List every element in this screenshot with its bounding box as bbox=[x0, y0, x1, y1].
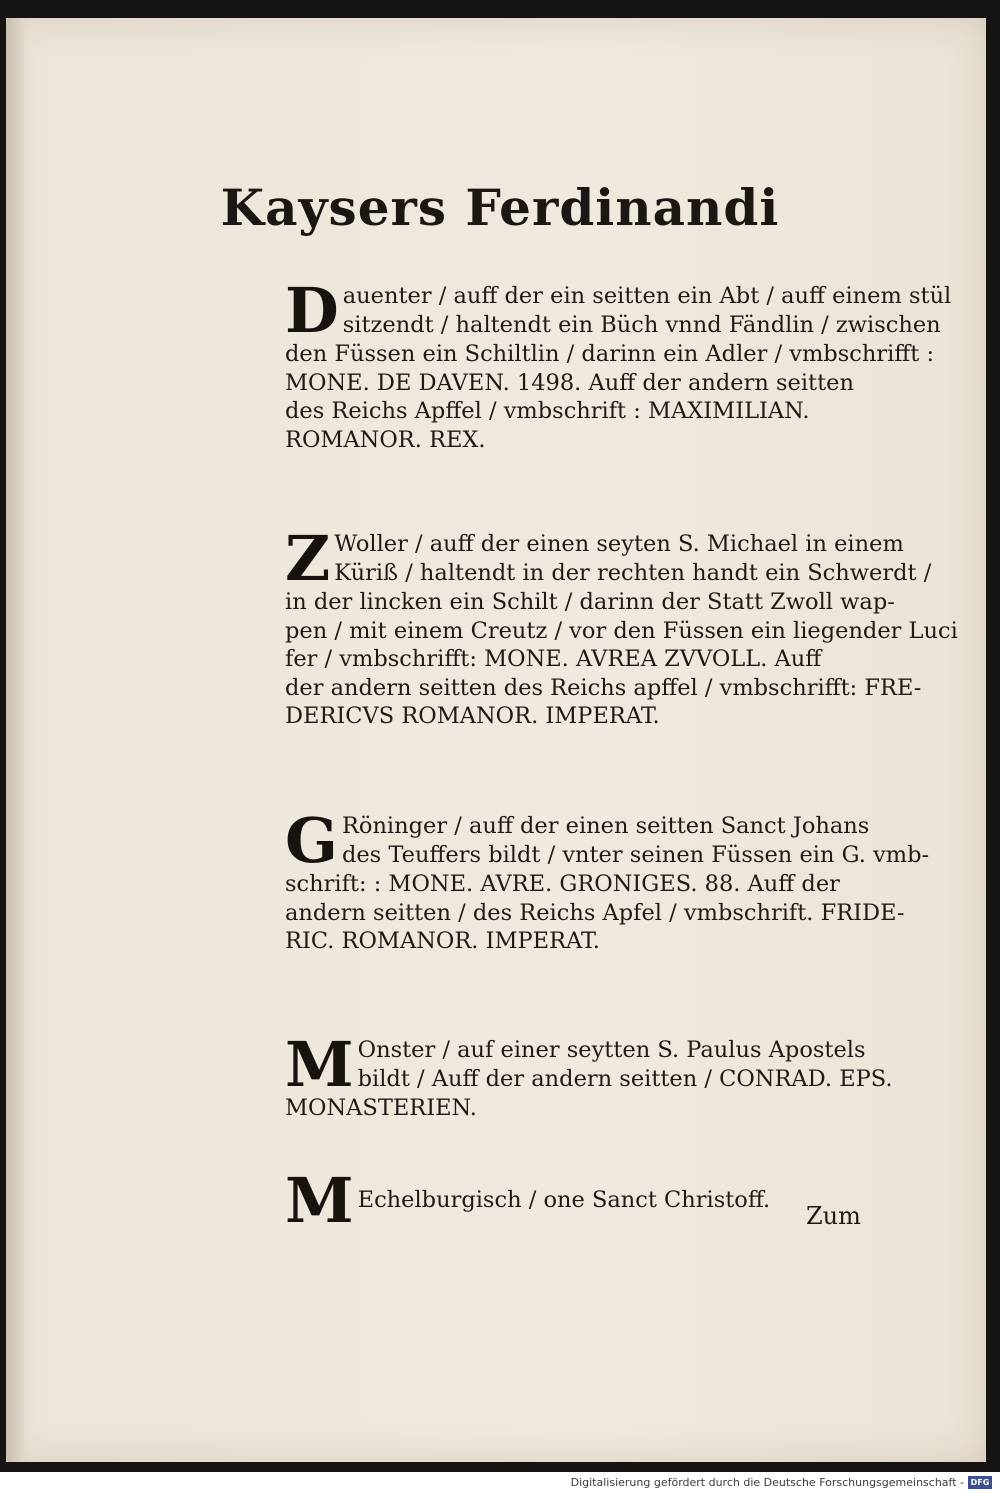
drop-initial: Z bbox=[285, 522, 331, 595]
entry-line: Woller / auff der einen seyten S. Michael in einem bbox=[334, 531, 904, 557]
entry-line: bildt / Auff der andern seitten / CONRAD. EPS. bbox=[357, 1065, 893, 1092]
entry-line: DERICVS ROMANOR. IMPERAT. bbox=[285, 703, 660, 730]
entry-line: Küriß / haltendt in der rechten handt ein Schwerdt / bbox=[334, 559, 932, 586]
entry-line: RIC. ROMANOR. IMPERAT. bbox=[285, 928, 600, 955]
entry-line: auenter / auff der ein seitten ein Abt / auff einem stül bbox=[342, 283, 952, 309]
entry-monster bbox=[285, 1028, 893, 1123]
running-head: Kaysers Ferdinandi bbox=[220, 178, 780, 237]
entry-line: sitzendt / haltendt ein Büch vnnd Fändlin / zwischen bbox=[342, 311, 941, 338]
dfg-logo-icon: DFG bbox=[968, 1476, 992, 1489]
entry-line: ROMANOR. REX. bbox=[285, 426, 486, 453]
entry-line: der andern seitten des Reichs apffel / vmbschrifft: FRE- bbox=[285, 674, 922, 701]
entry-line: pen / mit einem Creutz / vor den Füssen ein liegender Luci bbox=[285, 617, 958, 644]
entry-line: schrift: : MONE. AVRE. GRONIGES. 88. Auff der bbox=[285, 871, 840, 897]
entry-line: des Teuffers bildt / vnter seinen Füssen ein G. vmb- bbox=[341, 841, 930, 868]
entry-line: fer / vmbschrifft: MONE. AVREA ZVVOLL. Auff bbox=[285, 646, 822, 673]
entry-line: andern seitten / des Reichs Apfel / vmbschrift. FRIDE- bbox=[285, 899, 905, 926]
drop-initial: D bbox=[285, 274, 339, 347]
entry-daventer bbox=[285, 274, 952, 454]
footer-credit: Digitalisierung gefördert durch die Deutsche Forschungsgemeinschaft - bbox=[570, 1476, 964, 1489]
entry-line: Onster / auf einer seytten S. Paulus Apostels bbox=[357, 1037, 866, 1063]
entry-groninger bbox=[285, 804, 930, 956]
entry-line: MONASTERIEN. bbox=[285, 1095, 477, 1121]
entry-line: Echelburgisch / one Sanct Christoff. bbox=[357, 1187, 771, 1213]
entry-line: des Reichs Apffel / vmbschrift : MAXIMILIAN. bbox=[285, 398, 810, 425]
drop-initial: G bbox=[285, 804, 338, 877]
entry-mechelburgisch bbox=[285, 1164, 865, 1237]
drop-initial: M bbox=[285, 1164, 354, 1237]
entry-line: den Füssen ein Schiltlin / darinn ein Adler / vmbschrifft : bbox=[285, 341, 935, 367]
entry-zwoller bbox=[285, 522, 958, 731]
entry-line: in der lincken ein Schilt / darinn der Statt Zwoll wap- bbox=[285, 589, 895, 615]
entry-line: MONE. DE DAVEN. 1498. Auff der andern seitten bbox=[285, 369, 854, 396]
entry-line: Röninger / auff der einen seitten Sanct Johans bbox=[341, 813, 870, 839]
drop-initial: M bbox=[285, 1028, 354, 1101]
catchword: Zum bbox=[806, 1202, 861, 1230]
